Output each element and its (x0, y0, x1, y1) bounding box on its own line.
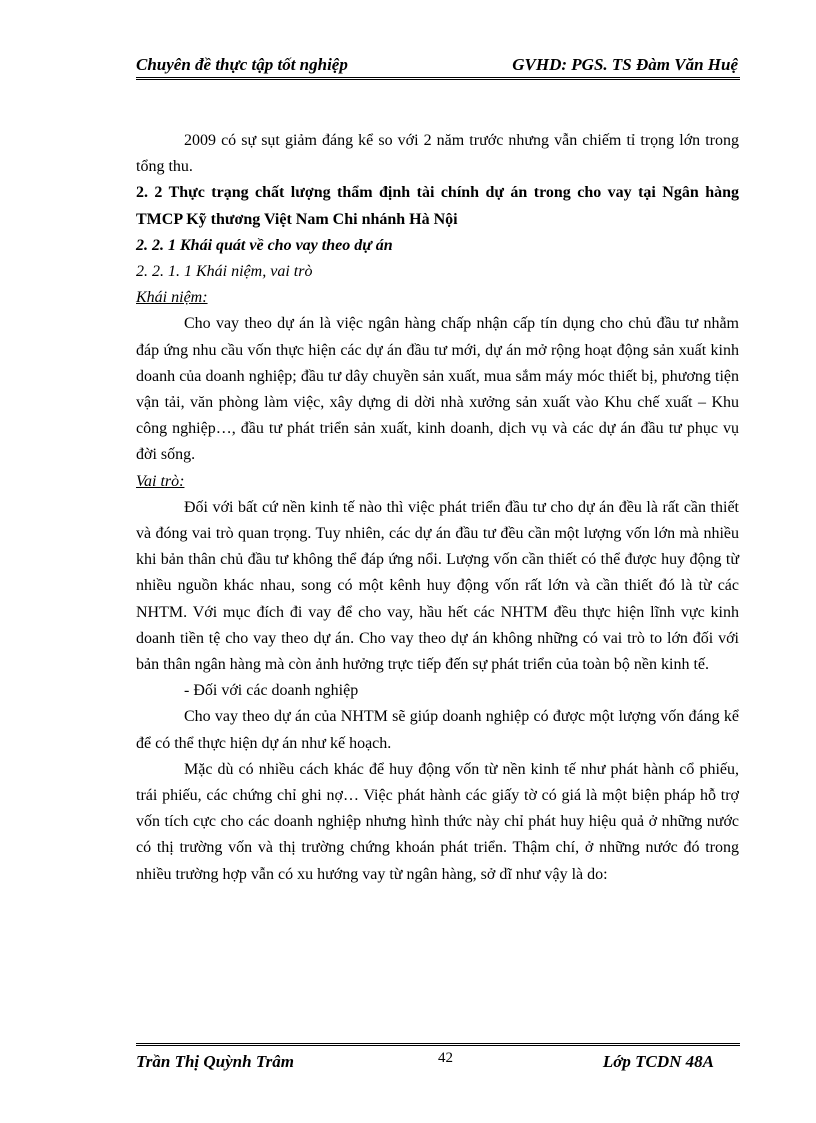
subsection-heading: 2. 2. 1 Khái quát về cho vay theo dự án (136, 236, 393, 254)
header-title: Chuyên đề thực tập tốt nghiệp (136, 55, 348, 74)
paragraph-role: Đối với bất cứ nền kinh tế nào thì việc phát triển đầu tư cho dự án đều là rất cần thiết và đóng vai trò quan trọng. Tuy nhiên, các dự án đầu tư đều cần một lượng vốn lớn mà nhiều khi bản thân chủ đầu tư không thể đáp ứng nổi. Lượng vốn cần thiết có thể được huy động từ nhiều nguồn khác nhau, song có một kênh huy động vốn rất lớn và cần thiết đó là từ các NHTM. Với mục đích đi vay để cho vay, hầu hết các NHTM đều thực hiện lĩnh vực kinh doanh tiền tệ cho vay theo dự án. Cho vay theo dự án không những có vai trò to lớn đối với bản thân ngân hàng mà còn ảnh hưởng trực tiếp đến sự phát triển của toàn bộ nền kinh tế. (136, 498, 739, 674)
page-number: 42 (438, 1050, 453, 1066)
role-label: Vai trò: (136, 472, 185, 490)
header-advisor: GVHD: PGS. TS Đàm Văn Huệ (512, 55, 738, 74)
paragraph-concept: Cho vay theo dự án là việc ngân hàng chấp nhận cấp tín dụng cho chủ đầu tư nhằm đáp ứng nhu cầu vốn thực hiện các dự án đầu tư mới, dự án mở rộng hoạt động sản xuất kinh doanh của doanh nghiệp; đầu tư dây chuyền sản xuất, mua sắm máy móc thiết bị, phương tiện vận tải, văn phòng làm việc, xây dựng di dời nhà xưởng sản xuất vào Khu chế xuất – Khu công nghiệp…, đầu tư phát triển sản xuất, kinh doanh, dịch vụ và các dự án đầu tư phục vụ đời sống. (136, 315, 739, 464)
footer-class: Lớp TCDN 48A (602, 1052, 714, 1071)
document-body (136, 128, 739, 888)
paragraph-ways: Mặc dù có nhiều cách khác để huy động vốn từ nền kinh tế như phát hành cổ phiếu, trái phiếu, các chứng chỉ ghi nợ… Việc phát hành các giấy tờ có giá là một biện pháp hỗ trợ vốn tích cực cho các doanh nghiệp nhưng hình thức này chỉ phát huy hiệu quả ở những nước có thị trường vốn và thị trường chứng khoán phát triển. Thậm chí, ở những nước đó trong nhiều trường hợp vẫn có xu hướng vay từ ngân hàng, sở dĩ như vậy là do: (136, 760, 739, 883)
section-heading: 2. 2 Thực trạng chất lượng thẩm định tài chính dự án trong cho vay tại Ngân hàng TMCP Kỹ thương Việt Nam Chi nhánh Hà Nội (136, 184, 739, 228)
footer-author: Trần Thị Quỳnh Trâm (136, 1052, 294, 1071)
paragraph-continuation: 2009 có sự sụt giảm đáng kể so với 2 năm trước nhưng vẫn chiếm tỉ trọng lớn trong tổng thu. (136, 132, 739, 176)
subsubsection-heading: 2. 2. 1. 1 Khái niệm, vai trò (136, 263, 313, 281)
bullet-enterprise: - Đối với các doanh nghiệp (184, 682, 359, 700)
paragraph-enterprise: Cho vay theo dự án của NHTM sẽ giúp doanh nghiệp có được một lượng vốn đáng kể để có thể thực hiện dự án như kế hoạch. (136, 708, 739, 752)
page-footer (136, 1043, 740, 1075)
concept-label: Khái niệm: (136, 289, 208, 307)
page-header (136, 50, 740, 80)
